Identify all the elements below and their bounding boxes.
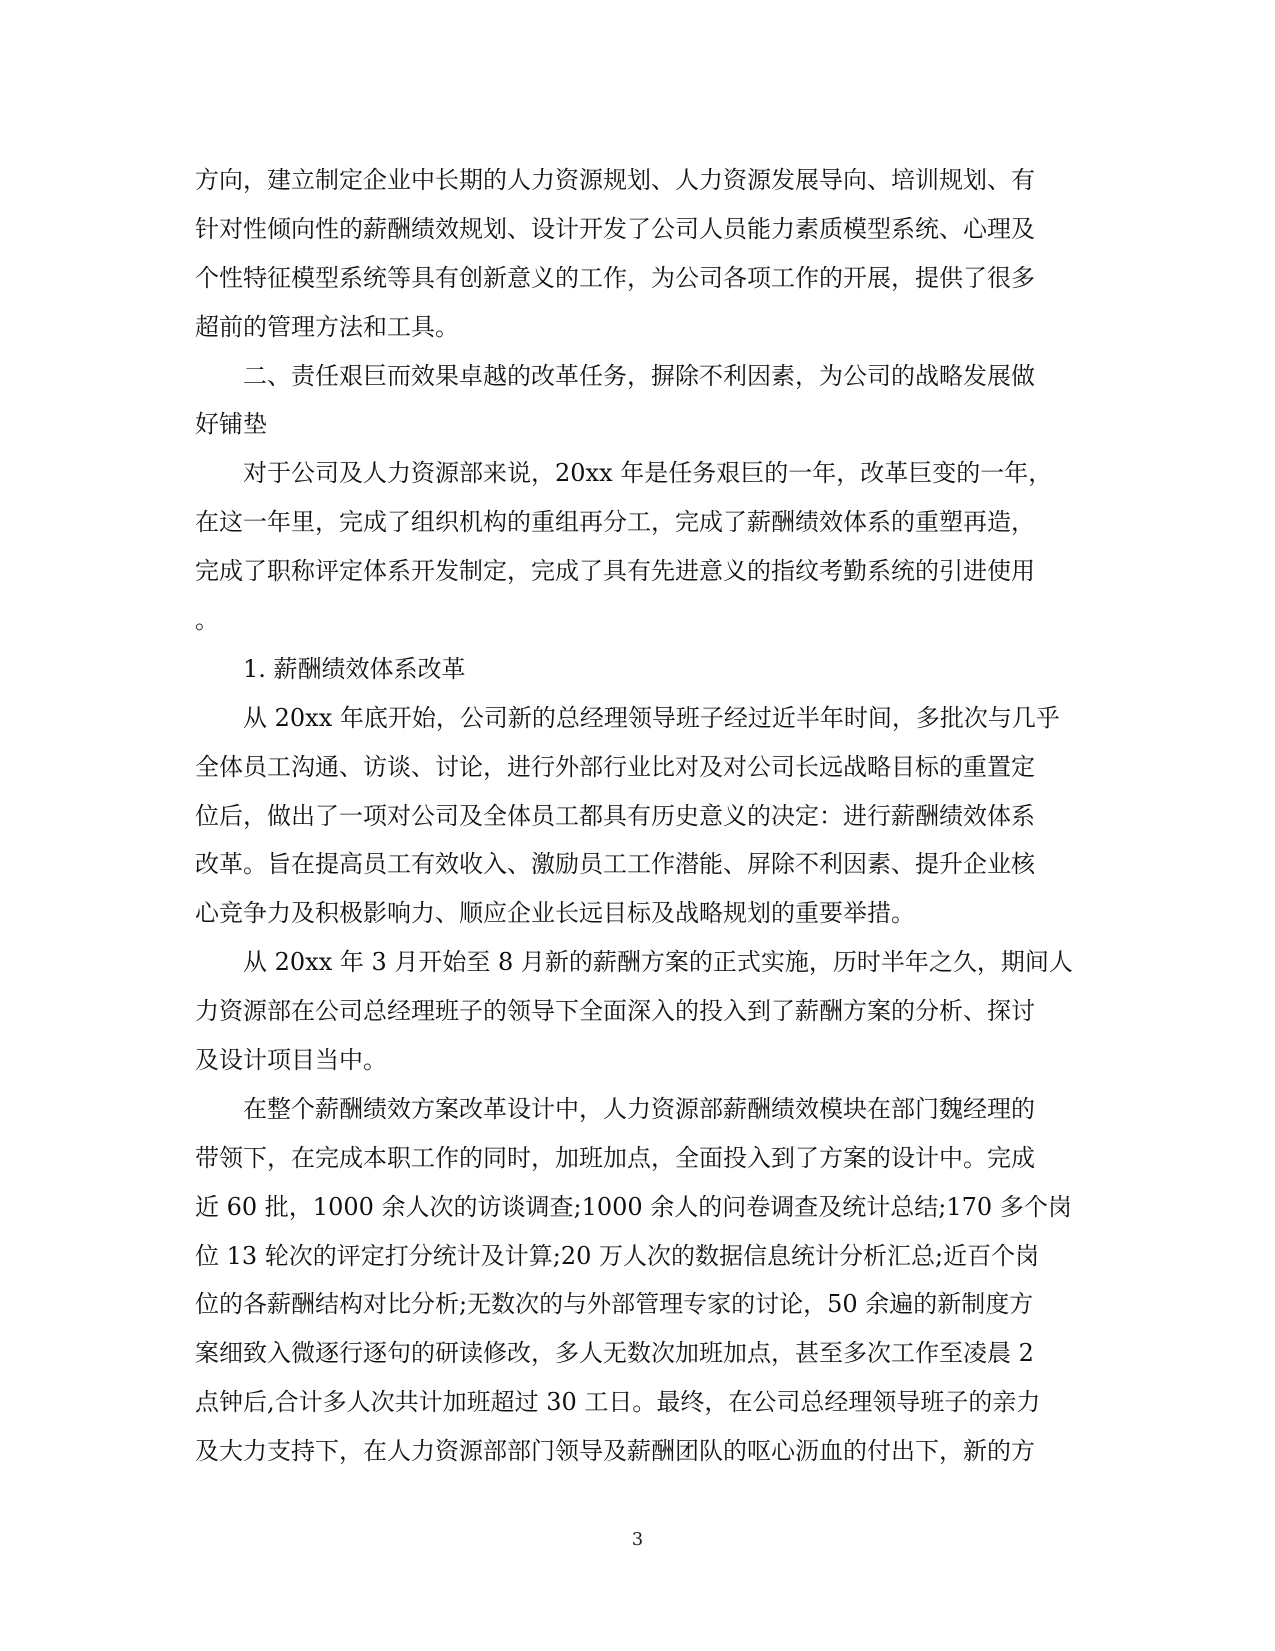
text-line-19: 及设计项目当中。: [195, 1046, 387, 1075]
text-line-12: 从 20xx 年底开始，公司新的总经理领导班子经过近半年时间，多批次与几乎: [243, 703, 1060, 732]
text-line-20: 在整个薪酬绩效方案改革设计中，人力资源部薪酬绩效模块在部门魏经理的: [243, 1094, 1035, 1123]
document-body: [195, 156, 1080, 1476]
text-line-23: 位 13 轮次的评定打分统计及计算;20 万人次的数据信息统计分析汇总;近百个岗: [195, 1241, 1040, 1270]
text-line-2: 针对性倾向性的薪酬绩效规划、设计开发了公司人员能力素质模型系统、心理及: [195, 214, 1035, 243]
text-line-18: 力资源部在公司总经理班子的领导下全面深入的投入到了薪酬方案的分析、探讨: [195, 997, 1035, 1026]
text-line-3: 个性特征模型系统等具有创新意义的工作，为公司各项工作的开展，提供了很多: [195, 263, 1035, 292]
text-line-1: 方向，建立制定企业中长期的人力资源规划、人力资源发展导向、培训规划、有: [195, 166, 1035, 194]
section-heading-line-2: 好铺垫: [195, 410, 267, 439]
text-line-10: 。: [195, 606, 219, 635]
text-line-15: 改革。旨在提高员工有效收入、激励员工工作潜能、屏除不利因素、提升企业核: [195, 850, 1035, 879]
section-heading-line-1: 二、责任艰巨而效果卓越的改革任务，摒除不利因素，为公司的战略发展做: [243, 361, 1035, 390]
text-line-21: 带领下，在完成本职工作的同时，加班加点，全面投入到了方案的设计中。完成: [195, 1143, 1035, 1172]
page-number: 3: [631, 1529, 644, 1550]
text-line-22: 近 60 批，1000 余人次的访谈调查;1000 余人的问卷调查及统计总结;170 多个岗: [195, 1192, 1072, 1221]
text-line-14: 位后，做出了一项对公司及全体员工都具有历史意义的决定：进行薪酬绩效体系: [195, 801, 1035, 830]
text-line-13: 全体员工沟通、访谈、讨论，进行外部行业比对及对公司长远战略目标的重置定: [195, 752, 1035, 781]
text-line-17: 从 20xx 年 3 月开始至 8 月新的薪酬方案的正式实施，历时半年之久，期间人: [243, 948, 1073, 977]
text-line-25: 案细致入微逐行逐句的研读修改，多人无数次加班加点，甚至多次工作至凌晨 2: [195, 1339, 1034, 1368]
text-line-4: 超前的管理方法和工具。: [195, 312, 459, 341]
text-line-26: 点钟后,合计多人次共计加班超过 30 工日。最终，在公司总经理领导班子的亲力: [195, 1388, 1041, 1417]
text-line-27: 及大力支持下，在人力资源部部门领导及薪酬团队的呕心沥血的付出下，新的方: [195, 1437, 1035, 1466]
text-line-9: 完成了职称评定体系开发制定，完成了具有先进意义的指纹考勤系统的引进使用: [195, 557, 1035, 586]
subsection-heading: 1. 薪酬绩效体系改革: [243, 654, 466, 683]
text-line-7: 对于公司及人力资源部来说，20xx 年是任务艰巨的一年，改革巨变的一年，: [243, 459, 1053, 488]
text-line-8: 在这一年里，完成了组织机构的重组再分工，完成了薪酬绩效体系的重塑再造，: [195, 508, 1035, 537]
text-line-16: 心竞争力及积极影响力、顺应企业长远目标及战略规划的重要举措。: [195, 899, 915, 928]
text-line-24: 位的各薪酬结构对比分析;无数次的与外部管理专家的讨论，50 余遍的新制度方: [195, 1290, 1034, 1319]
